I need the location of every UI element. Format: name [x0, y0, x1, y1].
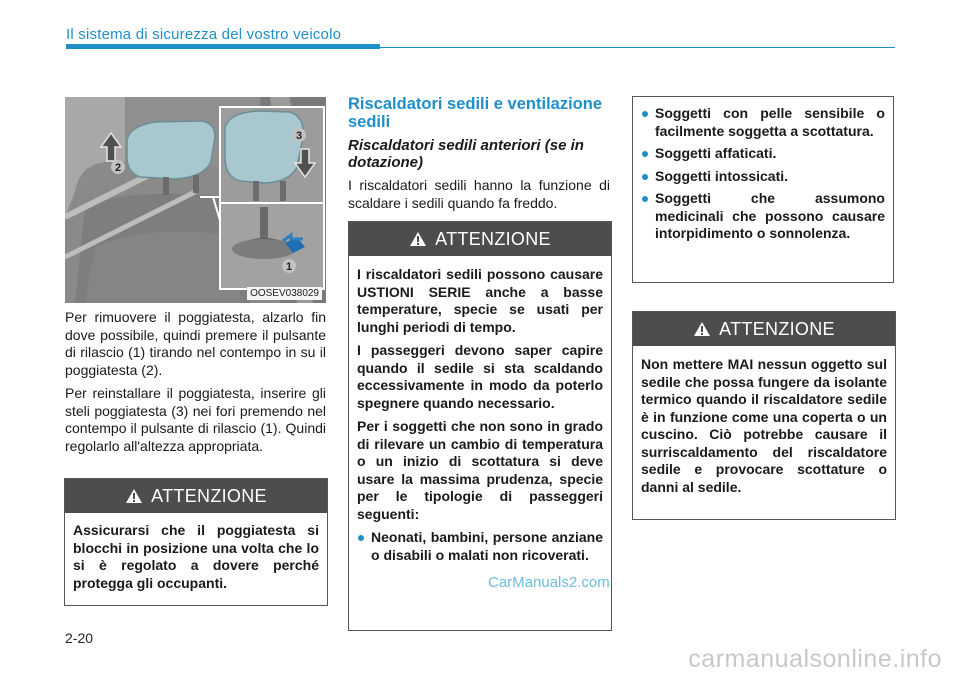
header-rule	[380, 47, 895, 48]
page-number: 2-20	[65, 630, 94, 646]
chapter-title: Il sistema di sicurezza del vostro veicolo	[66, 26, 342, 43]
warning-icon	[125, 488, 143, 504]
warning-title: ATTENZIONE	[719, 318, 835, 339]
warning-title: ATTENZIONE	[151, 485, 267, 506]
headrest-illustration	[65, 97, 326, 303]
headrest-instructions	[65, 309, 326, 461]
paragraph-remove: Per rimuovere il poggiatesta, alzarlo fin dove possibile, quindi premere il pulsante di rilascio (1) tirando nel contempo in su il poggiatesta (2).	[65, 309, 326, 378]
warning-box-headrest	[64, 478, 328, 606]
section-title: Riscaldatori sedili e ventilazione sedili	[348, 95, 603, 131]
warning-icon	[693, 321, 711, 337]
intro-paragraph: I riscaldatori sedili hanno la funzione di scaldare i sedili quando fa freddo.	[348, 177, 610, 211]
warning-paragraph: I passeggeri devono saper capire quando il sedile si sta scaldando eccessivamente in modo da poterlo spegnere quando necessario.	[357, 342, 603, 411]
warning-paragraph: Per i soggetti che non sono in grado di rilevare un cambio di temperatura o un inizio di scottatura si deve usare la massima prudenza, specie per le tipologie di passeggeri seguenti:	[357, 418, 603, 522]
warning-box-insulation	[632, 311, 896, 520]
callout-2: 2	[114, 162, 122, 174]
intro-paragraph-wrap	[348, 177, 610, 218]
list-item: Neonati, bambini, persone anziane o disabili o malati non ricoverati.	[357, 529, 603, 564]
warning-header	[65, 479, 327, 513]
warning-title: ATTENZIONE	[435, 228, 551, 249]
warning-box-heaters	[348, 221, 612, 631]
warning-text: Non mettere MAI nessun oggetto sul sedile che possa fungere da isolante termico quando il riscaldatore sedile è in funzione come una coperta o un cuscino. Ciò potrebbe causare il surriscaldamento del riscaldatore sedile e provocare scottature o danni al sedile.	[641, 356, 887, 495]
warning-text: Assicurarsi che il poggiatesta si blocchi in posizione una volta che lo si è regolato a dovere perché protegga gli occupanti.	[73, 522, 319, 591]
passenger-types-list	[641, 105, 885, 243]
warning-body	[65, 513, 327, 604]
callout-3: 3	[295, 130, 303, 142]
watermark: CarManuals2.com	[488, 574, 610, 591]
warning-header	[633, 312, 895, 346]
list-item: Soggetti con pelle sensibile o facilmente soggetta a scottatura.	[641, 105, 885, 140]
subsection-title: Riscaldatori sedili anteriori (se in dotazione)	[348, 137, 584, 171]
warning-icon	[409, 231, 427, 247]
warning-header	[349, 222, 611, 256]
warning-bullet-list	[357, 529, 603, 564]
list-item: Soggetti che assumono medicinali che possono causare intorpidimento o sonnolenza.	[641, 190, 885, 243]
illustration-code: OOSEV038029	[247, 287, 322, 300]
list-item: Soggetti intossicati.	[641, 168, 885, 186]
site-watermark: carmanualsonline.info	[688, 645, 942, 673]
header-accent-bar	[66, 44, 380, 49]
list-item: Soggetti affaticati.	[641, 145, 885, 163]
callout-1: 1	[285, 261, 293, 273]
paragraph-reinstall: Per reinstallare il poggiatesta, inserire gli steli poggiatesta (3) nei fori premendo nel contempo il pulsante di rilascio (1). Quindi regolarlo all'altezza appropriata.	[65, 385, 326, 454]
headrest-drawing	[65, 97, 326, 303]
warning-body	[633, 346, 895, 508]
warning-body	[349, 256, 611, 575]
warning-paragraph: I riscaldatori sedili possono causare USTIONI SERIE anche a basse temperature, specie se usati per lunghi periodi di tempo.	[357, 266, 603, 335]
passenger-types-box	[632, 96, 894, 283]
